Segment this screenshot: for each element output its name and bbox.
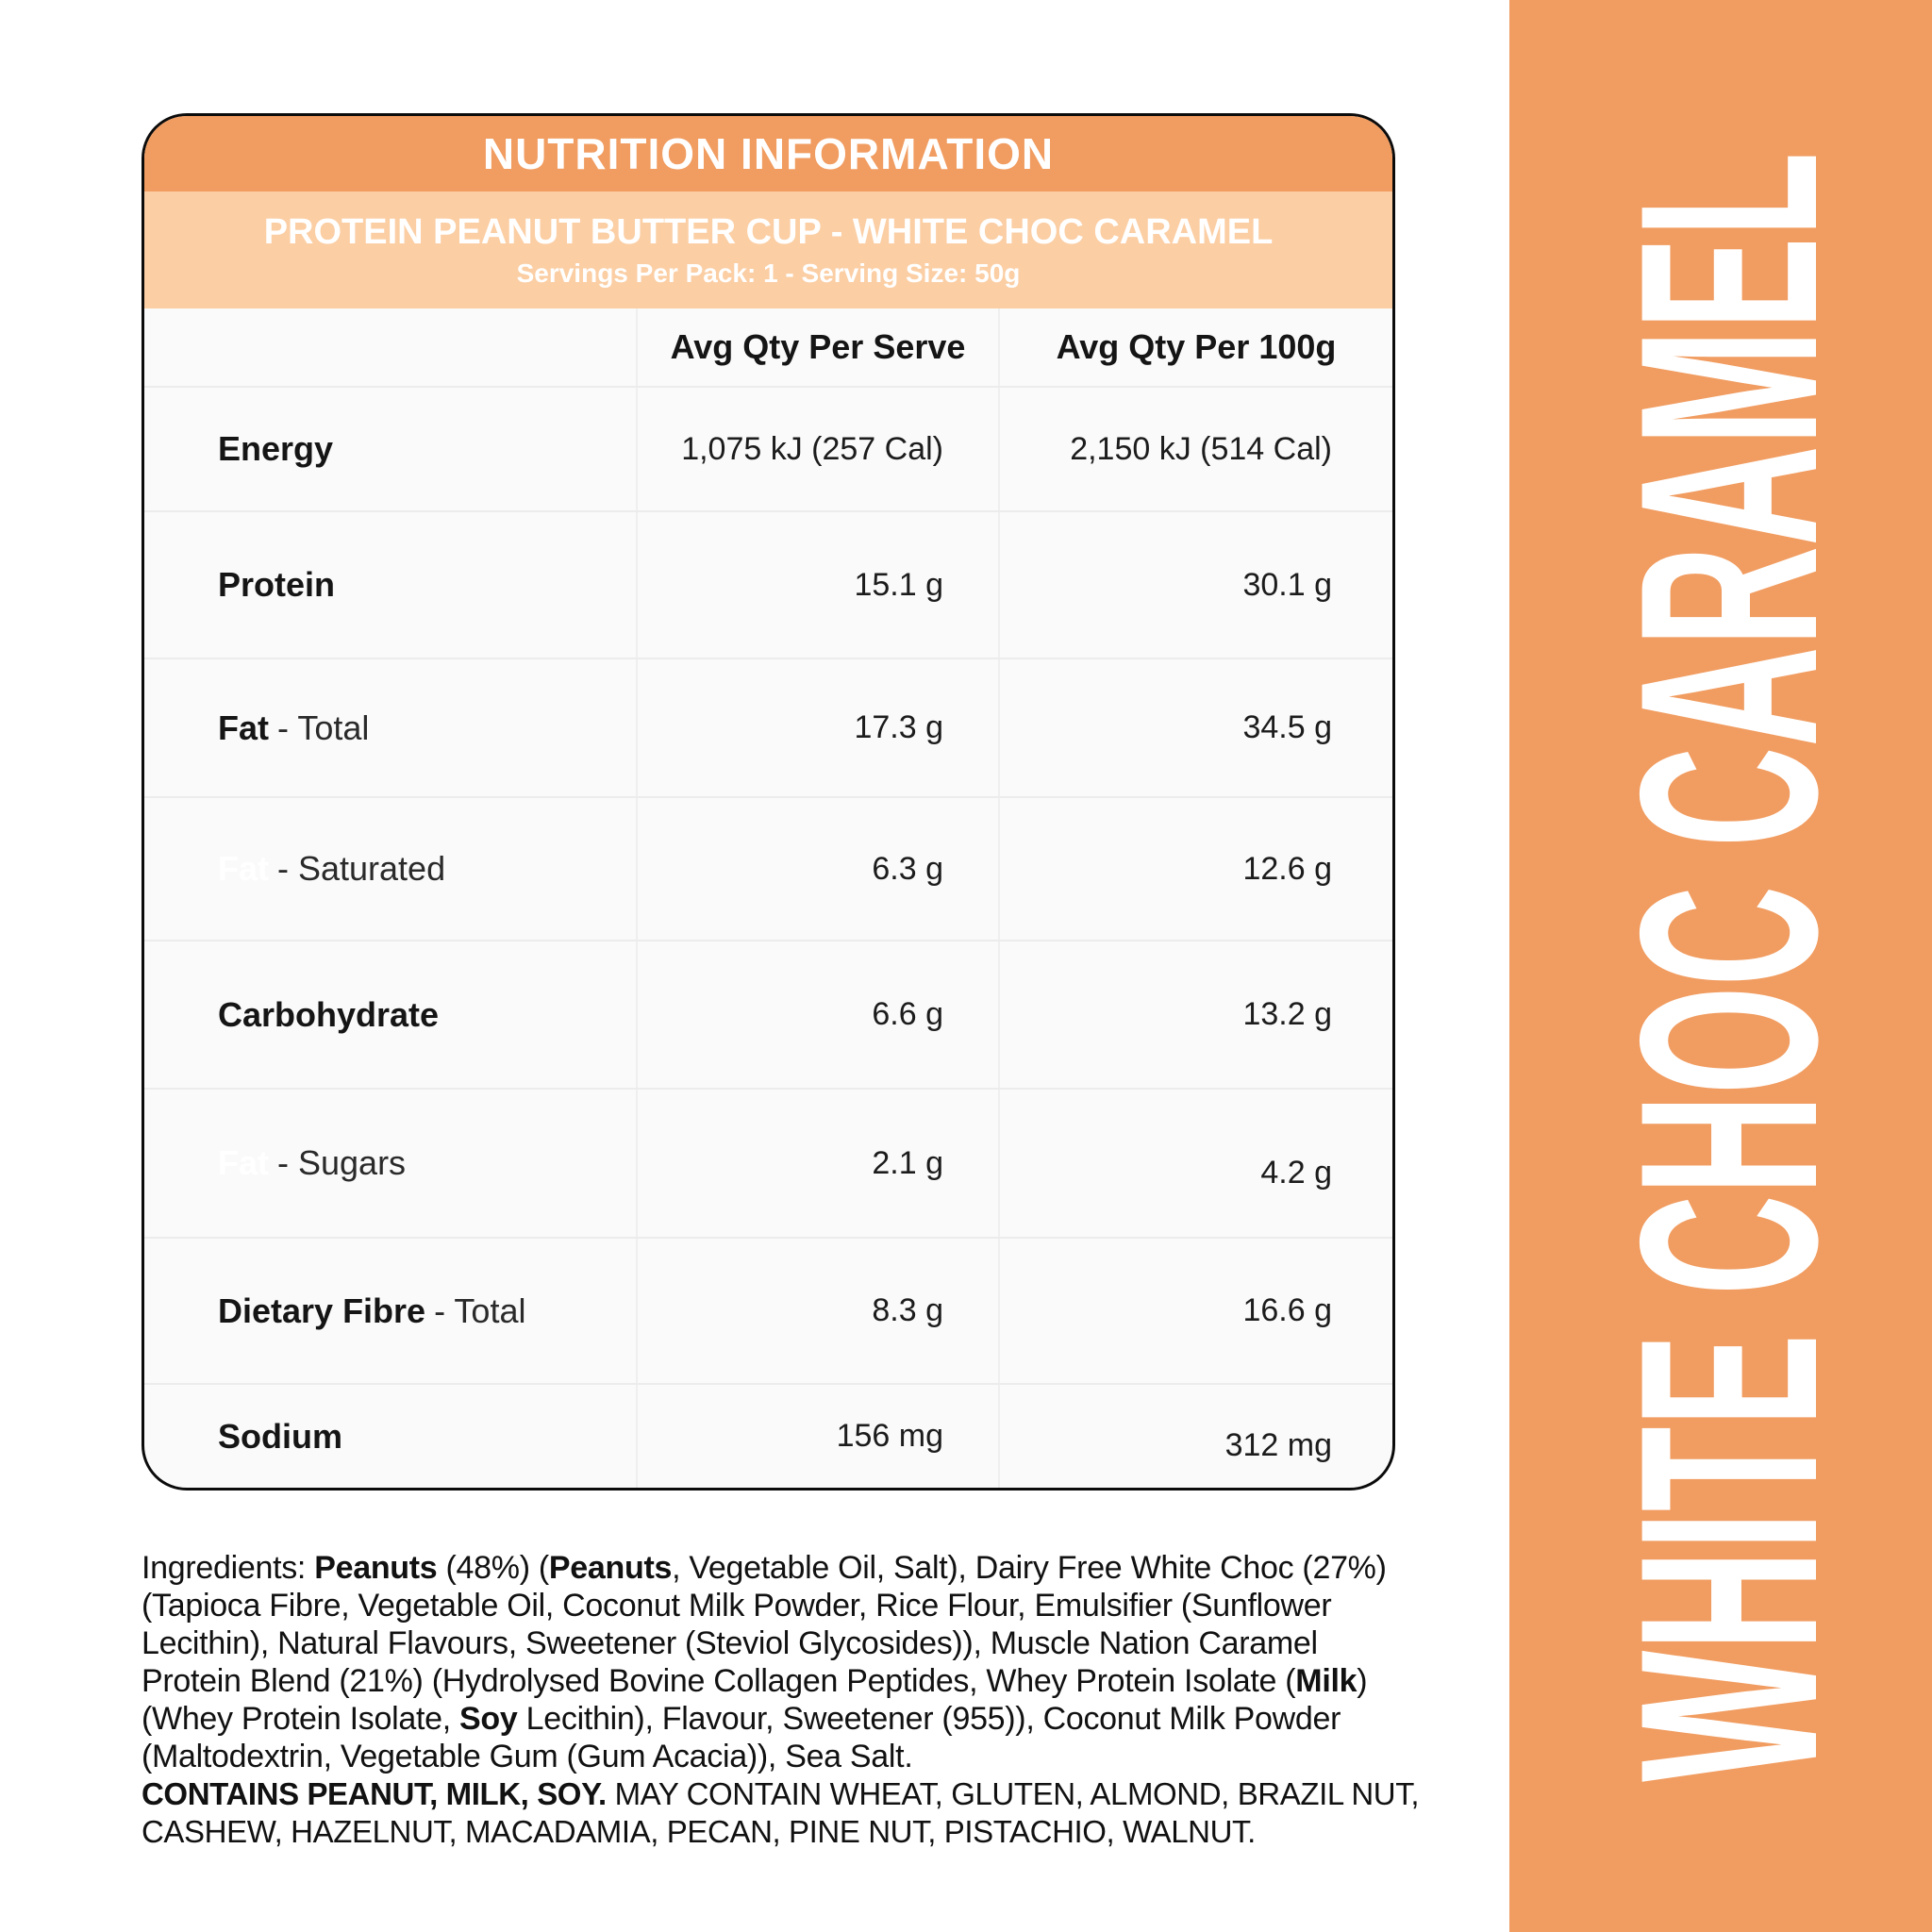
nutrition-panel xyxy=(142,113,1395,1491)
table-row-energy xyxy=(144,386,1392,510)
value-per-serve: 6.3 g xyxy=(638,798,1000,940)
table-row-carbohydrate xyxy=(144,940,1392,1088)
value-per-100g: 312 mg xyxy=(1224,1427,1332,1463)
column-title-per-100g: Avg Qty Per 100g xyxy=(1056,327,1337,366)
value-per-serve: 1,075 kJ (257 Cal) xyxy=(638,388,1000,510)
table-row-fat-saturated xyxy=(144,796,1392,940)
row-label-main: Carbohydrate xyxy=(218,994,440,1034)
value-per-100g: 12.6 g xyxy=(1242,850,1332,887)
flavour-vertical-label: WHITE CHOC CARAMEL xyxy=(1587,152,1870,1782)
value-per-serve: 17.3 g xyxy=(638,659,1000,796)
row-label-main: Fat xyxy=(218,708,269,747)
row-label-hidden-prefix: Fat xyxy=(218,849,269,888)
value-per-100g: 16.6 g xyxy=(1242,1292,1332,1328)
ingredients-paragraph: Ingredients: Peanuts (48%) (Peanuts, Vegetable Oil, Salt), Dairy Free White Choc (27%) (Tapioca Fibre, Vegetable Oil, Coconut Milk Powder, Rice Flour, Emulsifier (Sunflower Lecithin), Natural Flavours, Sweetener (Steviol Glycosides)), Muscle Nation Caramel Protein Blend (21%) (Hydrolysed Bovine Collagen Peptides, Whey Protein Isolate (Milk) (Whey Protein Isolate, Soy Lecithin), Flavour, Sweetener (955)), Coconut Milk Powder (Maltodextrin, Vegetable Gum (Gum Acacia)), Sea Salt. xyxy=(142,1550,1387,1774)
table-row-sugars xyxy=(144,1088,1392,1237)
row-label xyxy=(144,388,638,510)
table-row-protein xyxy=(144,510,1392,658)
product-name: PROTEIN PEANUT BUTTER CUP - WHITE CHOC CARAMEL xyxy=(263,211,1274,252)
value-per-100g: 34.5 g xyxy=(1242,709,1332,745)
allergen-statement: CONTAINS PEANUT, MILK, SOY. MAY CONTAIN WHEAT, GLUTEN, ALMOND, BRAZIL NUT, CASHEW, HAZELNUT, MACADAMIA, PECAN, PINE NUT, PISTACHIO, WALNUT. xyxy=(142,1776,1420,1849)
row-label-sub: - Total xyxy=(277,708,370,747)
header-cell-per-100g xyxy=(1000,308,1392,386)
column-title-per-serve: Avg Qty Per Serve xyxy=(670,327,966,366)
row-label-main: Protein xyxy=(218,565,336,604)
row-label xyxy=(144,512,638,658)
row-label-sub: - Saturated xyxy=(277,849,446,888)
row-label xyxy=(144,659,638,796)
nutrition-header-band xyxy=(144,116,1392,192)
row-label xyxy=(144,798,638,940)
table-row-dietary-fibre xyxy=(144,1237,1392,1383)
nutrition-title: NUTRITION INFORMATION xyxy=(482,129,1055,178)
value-per-serve: 2.1 g xyxy=(638,1090,1000,1237)
product-band xyxy=(144,192,1392,308)
row-label xyxy=(144,941,638,1088)
value-per-100g: 13.2 g xyxy=(1242,996,1332,1032)
value-per-100g: 30.1 g xyxy=(1242,566,1332,603)
header-cell-per-serve xyxy=(638,308,1000,386)
table-row-sodium xyxy=(144,1383,1392,1488)
value-per-100g: 2,150 kJ (514 Cal) xyxy=(1070,430,1332,467)
nutrition-table xyxy=(144,308,1392,1488)
value-per-serve: 156 mg xyxy=(638,1385,1000,1488)
row-label-sub: - Total xyxy=(434,1291,526,1330)
row-label-main: Dietary Fibre xyxy=(218,1291,426,1330)
header-cell-blank xyxy=(144,308,638,386)
table-header-row xyxy=(144,308,1392,386)
row-label-main: Energy xyxy=(218,429,334,468)
row-label xyxy=(144,1239,638,1383)
value-per-serve: 6.6 g xyxy=(638,941,1000,1088)
row-label xyxy=(144,1385,638,1488)
table-row-fat-total xyxy=(144,658,1392,796)
row-label-main: Sodium xyxy=(218,1416,342,1456)
value-per-100g: 4.2 g xyxy=(1260,1154,1332,1191)
row-label-sub: - Sugars xyxy=(277,1143,407,1182)
serving-info: Servings Per Pack: 1 - Serving Size: 50g xyxy=(516,258,1021,288)
row-label xyxy=(144,1090,638,1237)
row-label-hidden-prefix: Fat xyxy=(218,1143,269,1182)
value-per-serve: 8.3 g xyxy=(638,1239,1000,1383)
value-per-serve: 15.1 g xyxy=(638,512,1000,658)
